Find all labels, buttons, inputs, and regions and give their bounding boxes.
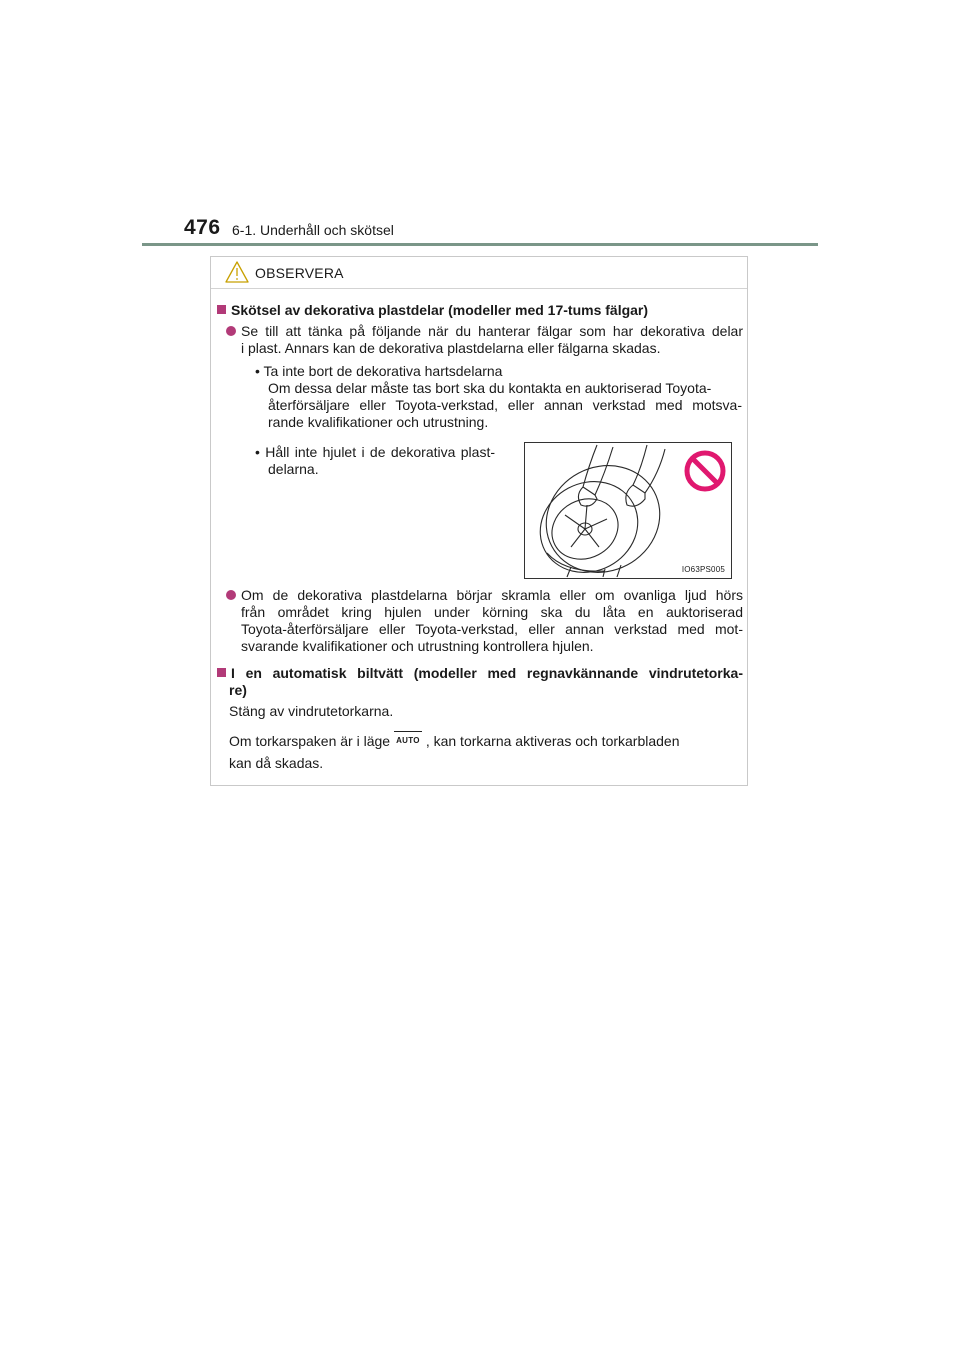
warning-triangle-icon: [225, 261, 249, 288]
caution-header: [211, 257, 747, 289]
body-text-line: återförsäljare eller Toyota-verkstad, eller annan verkstad med motsva-: [268, 397, 742, 413]
wiper-auto-symbol-icon: AUTO: [394, 731, 422, 749]
section-heading: Skötsel av dekorativa plastdelar (modeller med 17-tums fälgar): [217, 302, 648, 319]
caution-box: [210, 256, 748, 786]
prohibition-icon: [683, 449, 727, 493]
figure-code: IO63PS005: [681, 565, 725, 574]
section-heading: I en automatisk biltvätt (modeller med regnavkännande vindrutetorka-: [217, 665, 743, 682]
body-text-line: Om torkarspaken är i läge AUTO , kan torkarna aktiveras och torkarbladen: [229, 733, 680, 749]
round-bullet-icon: [226, 590, 236, 600]
sub-item-title: • Håll inte hjulet i de dekorativa plast-: [255, 444, 495, 460]
body-text-line: kan då skadas.: [229, 755, 324, 771]
caution-label: OBSERVERA: [255, 265, 344, 281]
body-text-line: Stäng av vindrutetorkarna.: [229, 703, 394, 719]
square-bullet-icon: [217, 668, 226, 677]
body-text-line: Om de dekorativa plastdelarna börjar skramla eller om ovanliga ljud hörs: [241, 587, 743, 603]
section-heading-continued: re): [229, 682, 247, 698]
body-text-line: delarna.: [268, 461, 319, 477]
body-text-line: Se till att tänka på följande när du hanterar fälgar som har dekorativa delar: [241, 323, 743, 339]
body-text-line: Om dessa delar måste tas bort ska du kontakta en auktoriserad Toyota-: [268, 380, 712, 396]
square-bullet-icon: [217, 305, 226, 314]
body-text-line: i plast. Annars kan de dekorativa plastdelarna eller fälgarna skadas.: [241, 340, 661, 356]
sub-item-title: • Ta inte bort de dekorativa hartsdelarna: [255, 363, 503, 379]
section-title: 6-1. Underhåll och skötsel: [232, 222, 394, 238]
header-rule: [142, 243, 818, 246]
body-text-line: rande kvalifikationer och utrustning.: [268, 414, 489, 430]
body-text-line: svarande kvalifikationer och utrustning kontrollera hjulen.: [241, 638, 594, 654]
round-bullet-icon: [226, 326, 236, 336]
body-text-line: Toyota-återförsäljare eller Toyota-verkstad, eller annan verkstad med mot-: [241, 621, 743, 637]
page-number: 476: [184, 216, 221, 239]
wheel-illustration: [524, 442, 732, 579]
body-text-line: från området kring hjulen under körning ska du låta en auktoriserad: [241, 604, 743, 620]
